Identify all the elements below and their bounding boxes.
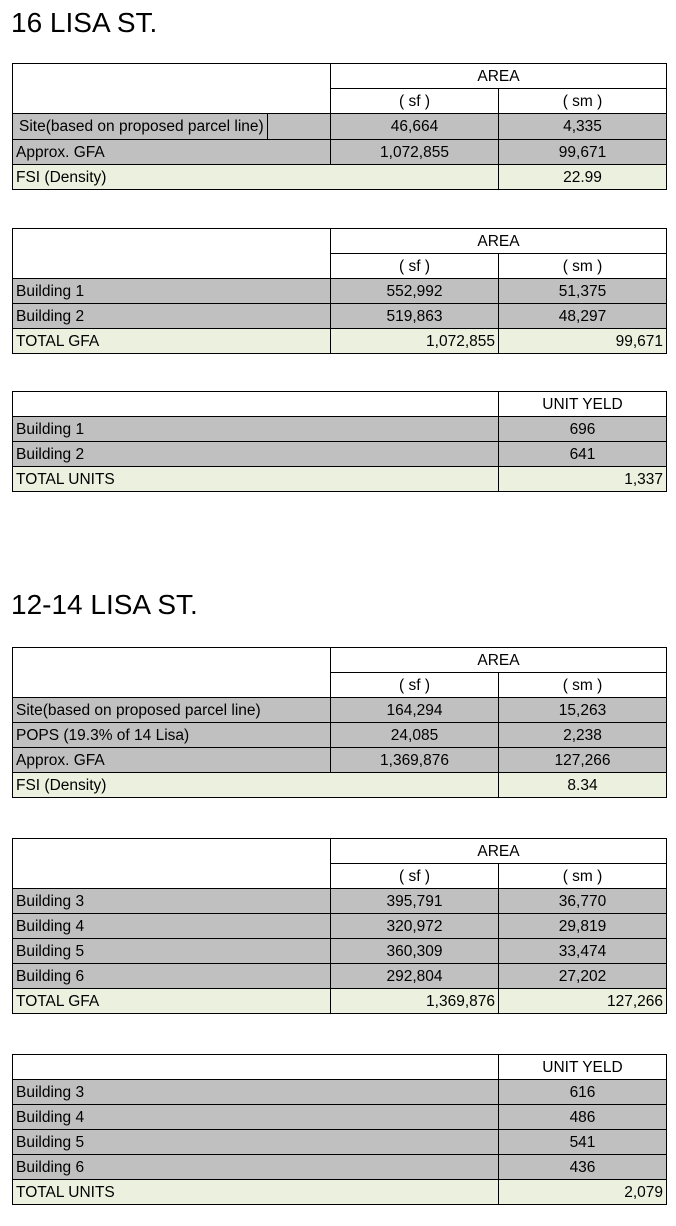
row-sm-value: 27,202: [499, 964, 667, 989]
fsi-row: [13, 165, 667, 190]
total-sf-value: 1,369,876: [331, 989, 499, 1014]
table-row: [13, 889, 667, 914]
table-row: [13, 1105, 667, 1130]
unit-yield-table-12-14-lisa: [12, 1054, 667, 1205]
sf-header: ( sf ): [331, 673, 499, 698]
row-label: Building 5: [13, 939, 331, 964]
sm-header: ( sm ): [499, 673, 667, 698]
row-sf-value: 320,972: [331, 914, 499, 939]
table-header-row: [13, 648, 667, 673]
total-row: [13, 329, 667, 354]
row-label: Building 6: [13, 964, 331, 989]
fsi-label: FSI (Density): [13, 773, 499, 798]
row-sm-value: 51,375: [499, 279, 667, 304]
row-label: Approx. GFA: [13, 748, 331, 773]
row-sf-value: 1,072,855: [331, 140, 499, 165]
site-area-table-12-14-lisa: [12, 647, 667, 798]
total-row: [13, 989, 667, 1014]
fsi-row: [13, 773, 667, 798]
row-label: Building 1: [13, 417, 499, 442]
table-header-row: [13, 229, 667, 254]
fsi-label: FSI (Density): [13, 165, 499, 190]
row-label: Building 4: [13, 914, 331, 939]
section-title-16-lisa: 16 LISA ST.: [11, 7, 158, 38]
sm-header: ( sm ): [499, 89, 667, 114]
table-row: [13, 442, 667, 467]
row-sm-value: 15,263: [499, 698, 667, 723]
table-row: [13, 723, 667, 748]
table-row: [13, 140, 667, 165]
row-sm-value: 99,671: [499, 140, 667, 165]
row-sf-value: 360,309: [331, 939, 499, 964]
table-row: [13, 1155, 667, 1180]
area-header: AREA: [331, 839, 667, 864]
table-row: [13, 1130, 667, 1155]
row-sm-value: 33,474: [499, 939, 667, 964]
fsi-value: 22.99: [499, 165, 667, 190]
sm-header: ( sm ): [499, 254, 667, 279]
table-header-row: [13, 392, 667, 417]
total-label: TOTAL UNITS: [13, 467, 499, 492]
row-sf-value: 519,863: [331, 304, 499, 329]
sf-header: ( sf ): [331, 864, 499, 889]
section-title-12-14-lisa: 12-14 LISA ST.: [11, 589, 198, 620]
total-row: [13, 1180, 667, 1205]
unit-yield-table-16-lisa: [12, 391, 667, 492]
row-units-value: 696: [499, 417, 667, 442]
row-sm-value: 36,770: [499, 889, 667, 914]
table-row: [13, 304, 667, 329]
row-units-value: 616: [499, 1080, 667, 1105]
table-header-row: [13, 1055, 667, 1080]
row-units-value: 436: [499, 1155, 667, 1180]
area-header: AREA: [331, 648, 667, 673]
unit-yield-header: UNIT YELD: [499, 1055, 667, 1080]
building-gfa-table-16-lisa: [12, 228, 667, 354]
area-header: AREA: [331, 229, 667, 254]
header-blank-cell: [13, 839, 331, 889]
sf-header: ( sf ): [331, 254, 499, 279]
table-header-row: [13, 64, 667, 89]
row-sf-value: 164,294: [331, 698, 499, 723]
row-sm-value: 48,297: [499, 304, 667, 329]
table-row: [13, 939, 667, 964]
total-units-value: 2,079: [499, 1180, 667, 1205]
row-label: Building 5: [13, 1130, 499, 1155]
row-label: Building 2: [13, 304, 331, 329]
table-row: [13, 748, 667, 773]
table-row: [13, 417, 667, 442]
header-blank-cell: [13, 392, 499, 417]
total-row: [13, 467, 667, 492]
table-row: [13, 279, 667, 304]
row-sm-value: 2,238: [499, 723, 667, 748]
header-blank-cell: [13, 648, 331, 698]
row-sm-value: 127,266: [499, 748, 667, 773]
header-blank-cell: [13, 1055, 499, 1080]
row-label: Site(based on proposed parcel line): [13, 698, 331, 723]
table-row: [13, 114, 667, 140]
total-sf-value: 1,072,855: [331, 329, 499, 354]
row-units-value: 641: [499, 442, 667, 467]
building-gfa-table-12-14-lisa: [12, 838, 667, 1014]
row-label-text: Site(based on proposed parcel line): [16, 114, 268, 139]
table-header-row: [13, 839, 667, 864]
row-sm-value: 4,335: [499, 114, 667, 140]
header-blank-cell: [13, 64, 331, 114]
sf-header: ( sf ): [331, 89, 499, 114]
header-blank-cell: [13, 229, 331, 279]
sm-header: ( sm ): [499, 864, 667, 889]
row-label: Building 6: [13, 1155, 499, 1180]
total-label: TOTAL UNITS: [13, 1180, 499, 1205]
unit-yield-header: UNIT YELD: [499, 392, 667, 417]
row-units-value: 486: [499, 1105, 667, 1130]
row-label: Building 3: [13, 1080, 499, 1105]
row-label: POPS (19.3% of 14 Lisa): [13, 723, 331, 748]
total-sm-value: 127,266: [499, 989, 667, 1014]
row-sf-value: 552,992: [331, 279, 499, 304]
row-label: Building 1: [13, 279, 331, 304]
row-label: Building 2: [13, 442, 499, 467]
row-sf-value: 292,804: [331, 964, 499, 989]
row-label: Approx. GFA: [13, 140, 331, 165]
total-units-value: 1,337: [499, 467, 667, 492]
row-label: Building 3: [13, 889, 331, 914]
row-units-value: 541: [499, 1130, 667, 1155]
total-label: TOTAL GFA: [13, 329, 331, 354]
row-label: [13, 114, 331, 140]
table-row: [13, 1080, 667, 1105]
fsi-value: 8.34: [499, 773, 667, 798]
total-sm-value: 99,671: [499, 329, 667, 354]
row-sm-value: 29,819: [499, 914, 667, 939]
table-row: [13, 698, 667, 723]
row-sf-value: 46,664: [331, 114, 499, 140]
area-header: AREA: [331, 64, 667, 89]
row-sf-value: 395,791: [331, 889, 499, 914]
row-sf-value: 1,369,876: [331, 748, 499, 773]
table-row: [13, 964, 667, 989]
row-label: Building 4: [13, 1105, 499, 1130]
total-label: TOTAL GFA: [13, 989, 331, 1014]
site-area-table-16-lisa: [12, 63, 667, 190]
table-row: [13, 914, 667, 939]
row-sf-value: 24,085: [331, 723, 499, 748]
